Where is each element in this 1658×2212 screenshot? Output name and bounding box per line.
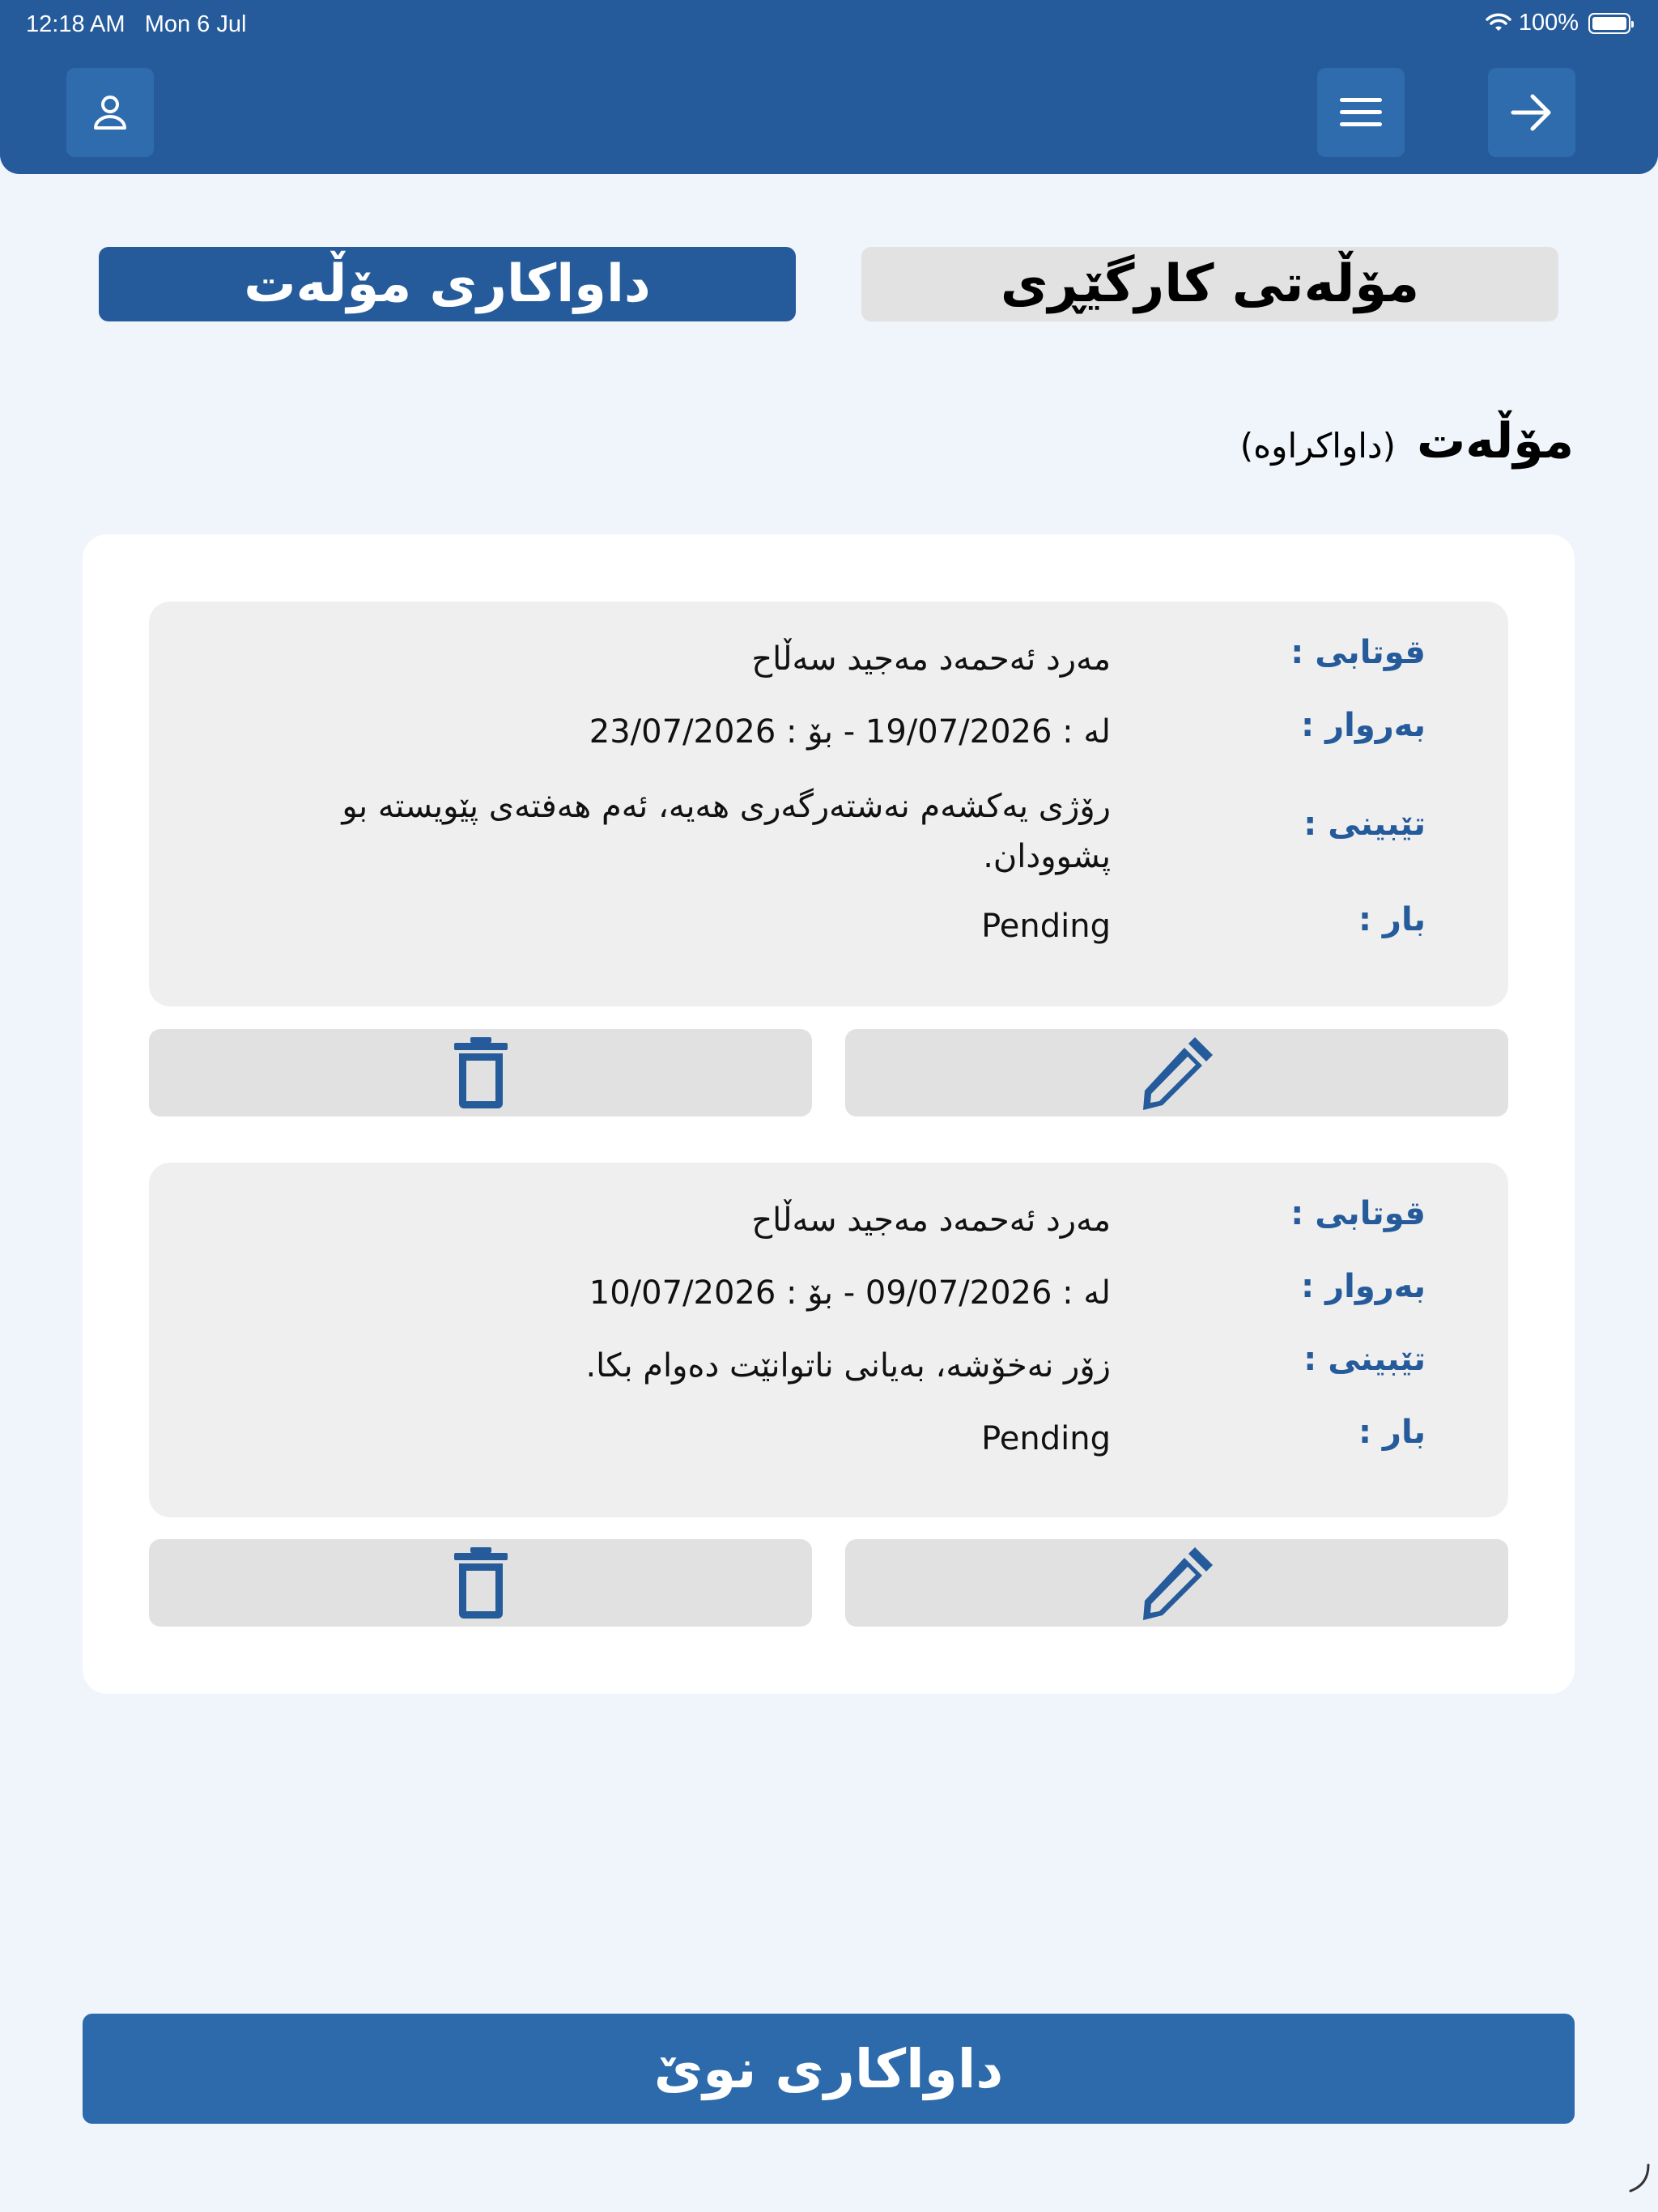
user-icon <box>90 92 130 133</box>
date-label: بەروار : <box>1301 707 1426 744</box>
battery-icon <box>1588 13 1630 34</box>
date-label: بەروار : <box>1301 1268 1426 1305</box>
status-time <box>26 11 246 38</box>
date-value: لە : 19/07/2026 - بۆ : 23/07/2026 <box>589 713 1111 751</box>
trash-icon <box>453 1546 509 1620</box>
menu-button[interactable] <box>1317 68 1405 157</box>
note-label: تێبینی : <box>1303 806 1426 843</box>
section-title-sub: (داواکراوە) <box>1239 426 1397 466</box>
status-date: Mon 6 Jul <box>144 11 247 37</box>
app-header <box>0 0 1658 174</box>
battery-percent: 100% <box>1518 10 1579 36</box>
back-button[interactable] <box>1488 68 1575 157</box>
status-label: بار : <box>1358 1414 1426 1451</box>
request-card <box>149 602 1508 1006</box>
student-label: قوتابی : <box>1290 1195 1426 1232</box>
note-label: تێبینی : <box>1303 1341 1426 1378</box>
profile-button[interactable] <box>66 68 154 157</box>
status-value: Pending <box>981 1420 1111 1457</box>
status-label: بار : <box>1358 901 1426 938</box>
note-value: رۆژی یەکشەم نەشتەرگەری هەیە، ئەم هەفتەی پێویستە بو پشوودان. <box>342 788 1111 875</box>
arrow-right-icon <box>1510 92 1554 133</box>
status-value: Pending <box>981 908 1111 945</box>
student-value: مەرد ئەحمەد مەجید سەڵاح <box>751 1202 1111 1239</box>
note-value: زۆر نەخۆشە، بەیانی ناتوانێت دەوام بکا. <box>585 1347 1111 1385</box>
status-indicators <box>1485 10 1630 36</box>
requests-container <box>83 534 1575 1694</box>
resize-handle-icon <box>1627 2162 1652 2194</box>
edit-button[interactable] <box>845 1029 1508 1117</box>
trash-icon <box>453 1036 509 1110</box>
tab-administrative-leave[interactable]: مۆڵەتی کارگێڕی <box>861 247 1558 321</box>
edit-button[interactable] <box>845 1539 1508 1627</box>
status-clock: 12:18 AM <box>26 11 125 37</box>
request-card <box>149 1163 1508 1517</box>
section-title-main: مۆڵەت <box>1417 413 1574 470</box>
student-value: مەرد ئەحمەد مەجید سەڵاح <box>751 640 1111 678</box>
pencil-icon <box>1138 1034 1216 1112</box>
section-title <box>1240 413 1574 470</box>
new-request-button[interactable]: داواکاری نوێ <box>83 2014 1575 2124</box>
wifi-icon <box>1485 13 1512 34</box>
pencil-icon <box>1138 1544 1216 1622</box>
student-label: قوتابی : <box>1290 634 1426 671</box>
delete-button[interactable] <box>149 1539 812 1627</box>
tab-leave-request[interactable]: داواکاری مۆڵەت <box>99 247 796 321</box>
menu-icon <box>1338 95 1384 130</box>
delete-button[interactable] <box>149 1029 812 1117</box>
date-value: لە : 09/07/2026 - بۆ : 10/07/2026 <box>589 1274 1111 1312</box>
